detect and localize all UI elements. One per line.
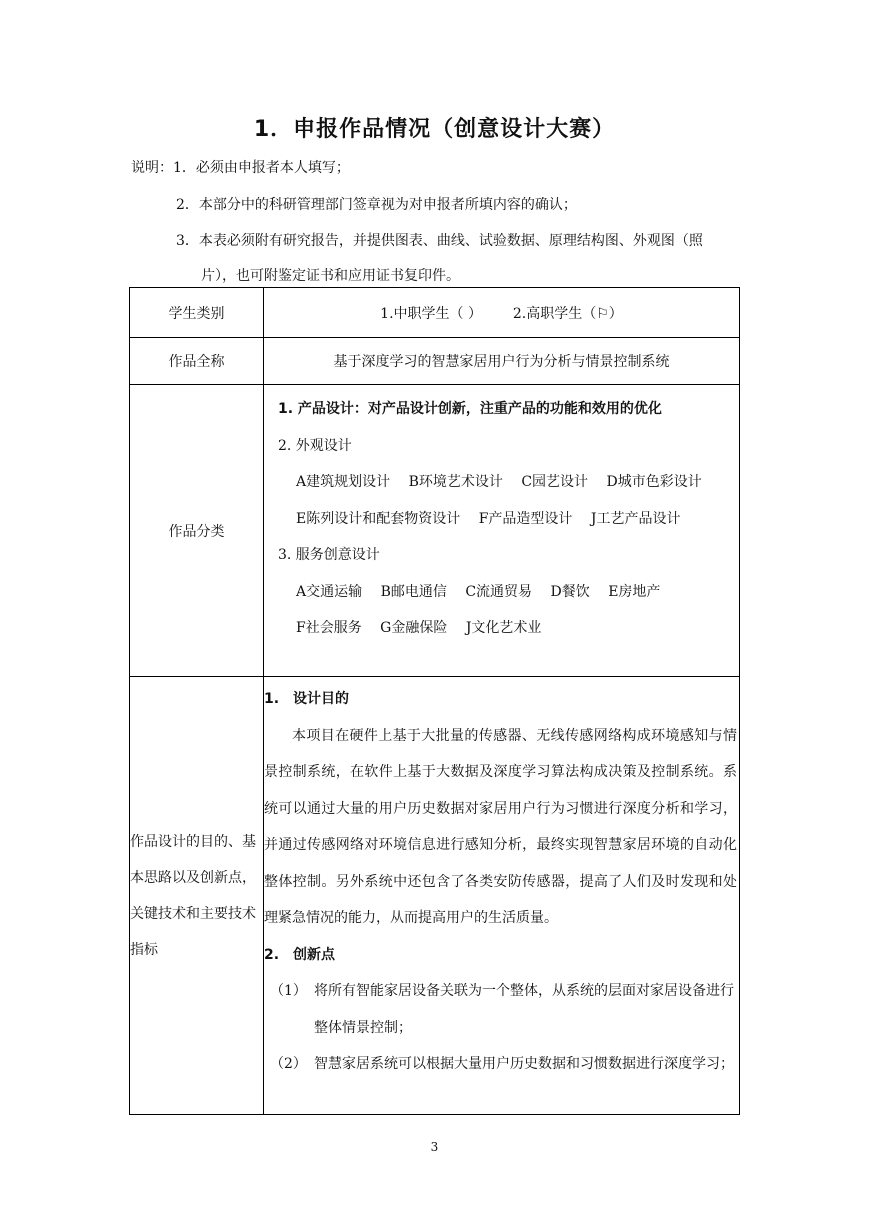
page-title: 1．申报作品情况（创意设计大赛） [253, 117, 616, 142]
service-option-b: B邮电通信 [380, 583, 447, 600]
service-options-row-2 [278, 610, 739, 647]
service-option-c: C流通贸易 [465, 583, 533, 600]
service-options-row-1 [278, 574, 739, 611]
innovation-item-number: （1） [270, 983, 307, 999]
student-type-label: 学生类别 [130, 288, 264, 338]
design-label: 作品设计的目的、基本思路以及创新点，关键技术和主要技术指标 [130, 677, 264, 1115]
innovation-item [264, 1046, 739, 1083]
option-f: F产品造型设计 [478, 510, 573, 527]
innovation-item-text: 将所有智能家居设备关联为一个整体，从系统的层面对家居设备进行整体情景控制； [314, 983, 734, 1036]
category-appearance-design: 2. 外观设计 [278, 437, 352, 454]
service-option-e: E房地产 [608, 583, 661, 600]
row-category [130, 385, 740, 677]
appearance-options-row-1 [278, 464, 739, 501]
category-content [264, 385, 740, 677]
design-content [264, 677, 740, 1115]
service-option-f: F社会服务 [296, 620, 362, 636]
note-line-4: 片），也可附鉴定证书和应用证书复印件。 [201, 268, 460, 284]
note-line-3: 3．本表必须附有研究报告，并提供图表、曲线、试验数据、原理结构图、外观图（照 [176, 233, 703, 249]
innovation-item [264, 973, 739, 1046]
design-purpose-heading: 1. 设计目的 [264, 691, 350, 707]
innovation-item-text: 智慧家居系统可以根据大量用户历史数据和习惯数据进行深度学习； [314, 1056, 734, 1072]
option-b: B环境艺术设计 [408, 474, 503, 490]
option-higher-vocational[interactable]: 2.高职学生（⚐） [512, 305, 623, 322]
service-option-j: J文化艺术业 [465, 620, 542, 636]
option-vocational[interactable]: 1.中职学生（ ） [380, 305, 482, 322]
row-design [130, 677, 740, 1115]
note-line-1: 说明：1．必须由申报者本人填写； [131, 160, 350, 176]
option-d: D城市色彩设计 [606, 474, 702, 490]
category-label: 作品分类 [130, 385, 264, 677]
design-purpose-text: 本项目在硬件上基于大批量的传感器、无线传感网络构成环境感知与情景控制系统，在软件上基于大数据及深度学习算法构成决策及控制系统。系统可以通过大量的用户历史数据对家居用户行为习惯进行深度分析和学习，并通过传感网络对环境信息进行感知分析，最终实现智慧家居环境的自动化整体控制。另外系统中还包含了各类安防传感器，提高了人们及时发现和处理紧急情况的能力，从而提高用户的生活质量。 [264, 727, 737, 926]
student-type-options [264, 288, 740, 338]
application-form-table [129, 287, 740, 1115]
option-j: J工艺产品设计 [590, 510, 681, 527]
appearance-options-row-2 [278, 501, 739, 538]
page-number: 3 [430, 1140, 439, 1154]
service-option-a: A交通运输 [296, 583, 363, 600]
note-line-2: 2．本部分中的科研管理部门签章视为对申报者所填内容的确认； [176, 197, 577, 213]
option-c: C园艺设计 [521, 474, 589, 490]
category-product-design: 1. 产品设计：对产品设计创新，注重产品的功能和效用的优化 [278, 401, 662, 417]
option-a: A建筑规划设计 [296, 474, 391, 490]
option-e: E陈列设计和配套物资设计 [296, 510, 461, 527]
work-name-label: 作品全称 [130, 338, 264, 385]
row-student-type [130, 288, 740, 338]
innovation-heading: 2. 创新点 [264, 946, 336, 963]
service-option-d: D餐饮 [550, 583, 590, 600]
service-option-g: G金融保险 [380, 620, 448, 636]
work-name-value: 基于深度学习的智慧家居用户行为分析与情景控制系统 [264, 338, 740, 385]
category-service-design: 3. 服务创意设计 [278, 547, 380, 563]
innovation-item-number: （2） [270, 1056, 307, 1072]
row-work-name [130, 338, 740, 385]
